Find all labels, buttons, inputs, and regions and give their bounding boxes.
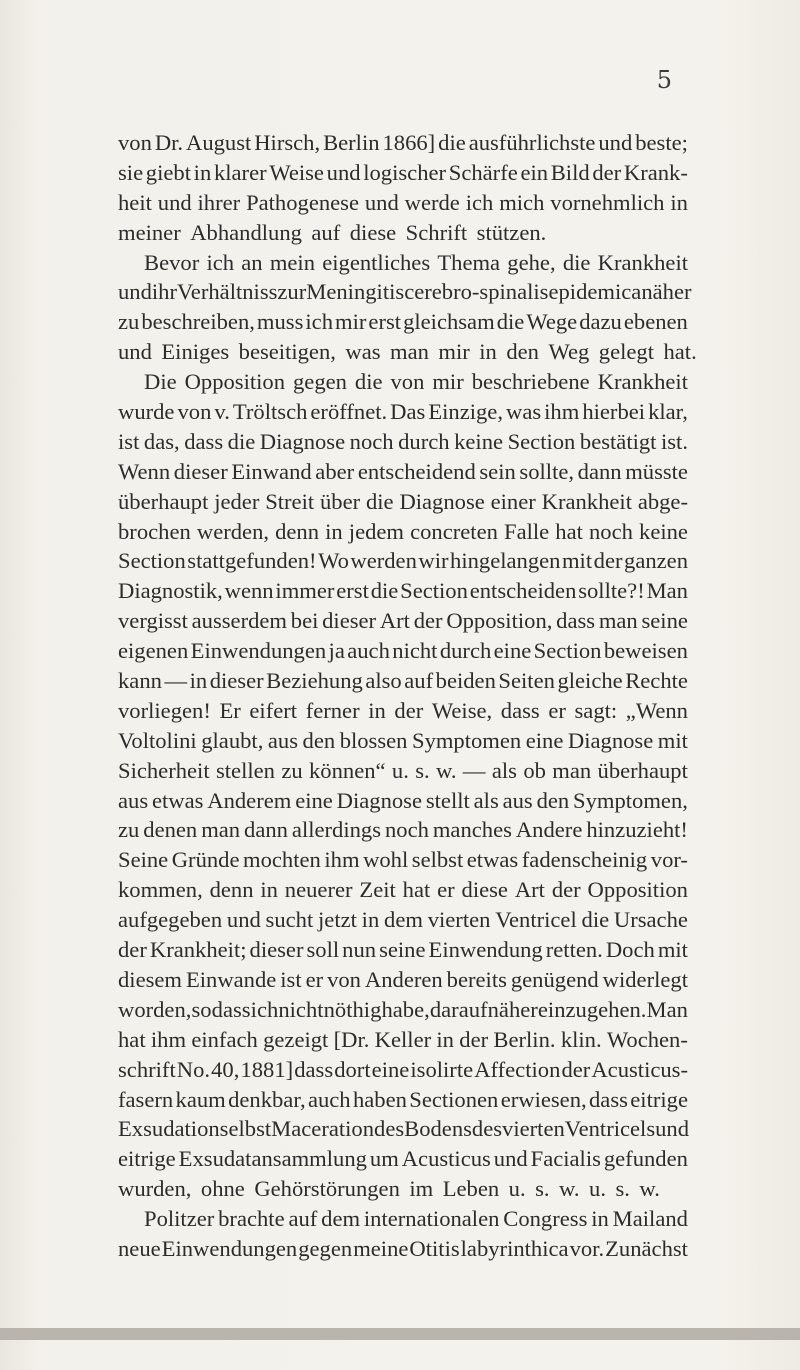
text-line: diesem Einwande ist er von Anderen bereits genügend widerlegt [118, 966, 688, 992]
text-line: und ihr Verhältniss zur Meningitis cerebro-spinalis epidemica näher [118, 279, 692, 305]
body-text [118, 128, 697, 1264]
text-line: kommen, denn in neuerer Zeit hat er diese Art der Opposition [118, 877, 688, 903]
page-bottom-shadow [0, 1328, 800, 1340]
text-line: brochen werden, denn in jedem concreten Falle hat noch keine [118, 518, 688, 544]
text-line: überhaupt jeder Streit über die Diagnose einer Krankheit abge- [118, 488, 688, 514]
text-line: wurden, ohne Gehörstörungen im Leben u. s. w. u. s. w. [118, 1176, 660, 1202]
text-line: Wenn dieser Einwand aber entscheidend sein sollte, dann müsste [118, 458, 688, 484]
text-line: fasern kaum denkbar, auch haben Sectionen erwiesen, dass eitrige [118, 1086, 688, 1112]
text-line: Die Opposition gegen die von mir beschriebene Krankheit [144, 369, 688, 395]
text-line: sie giebt in klarer Weise und logischer Schärfe ein Bild der Krank- [118, 159, 688, 185]
text-line: zu denen man dann allerdings noch manches Andere hinzuzieht! [118, 817, 688, 843]
text-line: Section stattgefunden! Wo werden wir hingelangen mit der ganzen [118, 548, 688, 574]
text-line: eitrige Exsudatansammlung um Acusticus und Facialis gefunden [118, 1146, 688, 1172]
text-line: Bevor ich an mein eigentliches Thema gehe, die Krankheit [144, 249, 688, 275]
text-line: der Krankheit; dieser soll nun seine Einwendung retten. Doch mit [118, 937, 688, 963]
text-line: worden, so dass ich nicht nöthig habe, darauf näher einzugehen. Man [118, 996, 688, 1022]
text-line: aufgegeben und sucht jetzt in dem vierten Ventricel die Ursache [118, 907, 688, 933]
text-line: neue Einwendungen gegen meine Otitis labyrinthica vor. Zunächst [118, 1235, 688, 1261]
text-line: aus etwas Anderem eine Diagnose stellt als aus den Symptomen, [118, 787, 688, 813]
text-line: hat ihm einfach gezeigt [Dr. Keller in der Berlin. klin. Wochen- [118, 1026, 688, 1052]
text-line: meiner Abhandlung auf diese Schrift stützen. [118, 219, 547, 245]
text-line: heit und ihrer Pathogenese und werde ich mich vornehmlich in [118, 189, 688, 215]
text-line: wurde von v. Tröltsch eröffnet. Das Einzige, was ihm hierbei klar, [118, 399, 688, 425]
text-line: eigenen Einwendungen ja auch nicht durch eine Section beweisen [118, 638, 688, 664]
page-number: 5 [656, 66, 672, 94]
text-line: von Dr. August Hirsch, Berlin 1866] die ausführlichste und beste; [118, 130, 688, 155]
text-line: kann — in dieser Beziehung also auf beiden Seiten gleiche Rechte [118, 668, 688, 694]
text-line: Exsudation selbst Maceration des Bodens des vierten Ventricels und [118, 1116, 690, 1142]
text-line: Politzer brachte auf dem internationalen Congress in Mailand [144, 1206, 688, 1232]
text-line: und Einiges beseitigen, was man mir in den Weg gelegt hat. [118, 339, 697, 365]
text-line: Diagnostik, wenn immer erst die Section entscheiden sollte?! Man [118, 578, 688, 604]
text-line: schrift No. 40, 1881] dass dort eine isolirte Affection der Acusticus- [118, 1056, 688, 1082]
text-line: Seine Gründe mochten ihm wohl selbst etwas fadenscheinig vor- [118, 847, 688, 873]
text-line: Sicherheit stellen zu können“ u. s. w. — als ob man überhaupt [118, 757, 688, 783]
text-line: ist das, dass die Diagnose noch durch keine Section bestätigt ist. [118, 428, 688, 454]
text-line: zu beschreiben, muss ich mir erst gleichsam die Wege dazu ebenen [118, 309, 688, 335]
text-line: Voltolini glaubt, aus den blossen Symptomen eine Diagnose mit [118, 727, 688, 753]
text-line: vergisst ausserdem bei dieser Art der Opposition, dass man seine [118, 608, 688, 634]
text-line: vorliegen! Er eifert ferner in der Weise, dass er sagt: „Wenn [118, 697, 688, 723]
